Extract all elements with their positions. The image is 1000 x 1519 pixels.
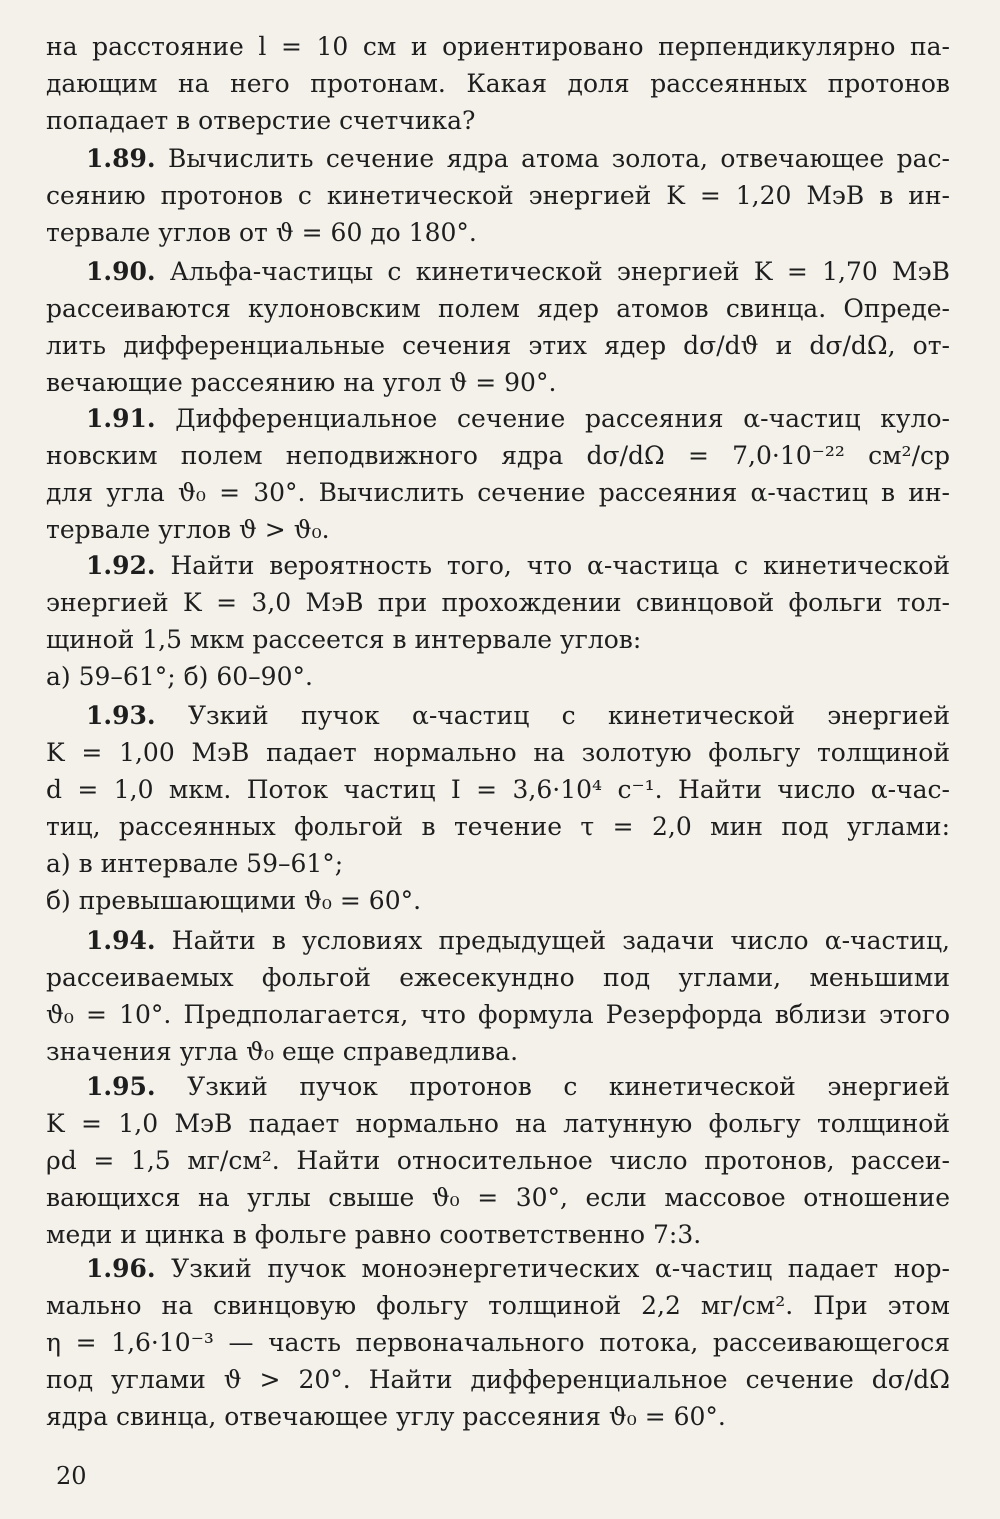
text-line: вающихся на углы свыше ϑ₀ = 30°, если массовое отношение xyxy=(46,1183,950,1212)
text-line: сеянию протонов с кинетической энергией K = 1,20 МэВ в ин- xyxy=(46,181,950,210)
text-line: Узкий пучок моноэнергетических α-частиц падает нор- xyxy=(171,1254,950,1283)
problem-first-line xyxy=(46,547,950,584)
text-line: Вычислить сечение ядра атома золота, отвечающее рас- xyxy=(168,144,950,173)
problem-number: 1.90. xyxy=(86,257,156,286)
text-line: Найти в условиях предыдущей задачи число α-частиц, xyxy=(171,926,950,955)
text-line: d = 1,0 мкм. Поток частиц I = 3,6·10⁴ с⁻¹. Найти число α-час- xyxy=(46,775,950,804)
problem-first-line xyxy=(46,1250,950,1287)
text-line: Альфа-частицы с кинетической энергией K = 1,70 МэВ xyxy=(169,257,950,286)
text-line: значения угла ϑ₀ еще справедлива. xyxy=(46,1037,519,1066)
text-line: а) 59–61°; б) 60–90°. xyxy=(46,662,313,691)
problem-1-95 xyxy=(46,1068,950,1253)
text-line: Узкий пучок протонов с кинетической энергией xyxy=(187,1072,950,1101)
problem-1-91 xyxy=(46,400,950,548)
problem-number: 1.96. xyxy=(86,1254,156,1283)
text-line: Найти вероятность того, что α-частица с кинетической xyxy=(170,551,950,580)
problem-1-96 xyxy=(46,1250,950,1435)
text-line: ядра свинца, отвечающее углу рассеяния ϑ₀ = 60°. xyxy=(46,1402,726,1431)
text-line: попадает в отверстие счетчика? xyxy=(46,106,476,135)
text-line: Узкий пучок α-частиц с кинетической энергией xyxy=(187,701,950,730)
text-line: тервале углов ϑ > ϑ₀. xyxy=(46,515,330,544)
text-line: K = 1,00 МэВ падает нормально на золотую фольгу толщиной xyxy=(46,738,950,767)
problem-first-line xyxy=(46,140,950,177)
problem-first-line xyxy=(46,253,950,290)
text-line: тиц, рассеянных фольгой в течение τ = 2,0 мин под углами: xyxy=(46,812,950,841)
problem-number: 1.95. xyxy=(86,1072,156,1101)
text-line: ρd = 1,5 мг/см². Найти относительное число протонов, рассеи- xyxy=(46,1146,950,1175)
problem-1-92 xyxy=(46,547,950,695)
problem-1-90 xyxy=(46,253,950,401)
text-line: для угла ϑ₀ = 30°. Вычислить сечение рассеяния α-частиц в ин- xyxy=(46,478,950,507)
text-line: вечающие рассеянию на угол ϑ = 90°. xyxy=(46,368,557,397)
text-line: дающим на него протонам. Какая доля рассеянных протонов xyxy=(46,69,950,98)
problem-1-93 xyxy=(46,697,950,919)
problem-1-89 xyxy=(46,140,950,251)
problem-first-line xyxy=(46,1068,950,1105)
text-line: энергией K = 3,0 МэВ при прохождении свинцовой фольги тол- xyxy=(46,588,950,617)
page-number: 20 xyxy=(56,1462,87,1490)
text-line: Дифференциальное сечение рассеяния α-частиц куло- xyxy=(175,404,950,433)
text-line: щиной 1,5 мкм рассеется в интервале углов: xyxy=(46,625,642,654)
problem-number: 1.93. xyxy=(86,701,156,730)
text-line: K = 1,0 МэВ падает нормально на латунную фольгу толщиной xyxy=(46,1109,950,1138)
text-line: мально на свинцовую фольгу толщиной 2,2 мг/см². При этом xyxy=(46,1291,950,1320)
problem-first-line xyxy=(46,400,950,437)
problem-number: 1.89. xyxy=(86,144,156,173)
problem-number: 1.92. xyxy=(86,551,156,580)
text-line: новским полем неподвижного ядра dσ/dΩ = 7,0·10⁻²² см²/ср xyxy=(46,441,950,470)
text-line: η = 1,6·10⁻³ — часть первоначального потока, рассеивающегося xyxy=(46,1328,950,1357)
text-line: под углами ϑ > 20°. Найти дифференциальное сечение dσ/dΩ xyxy=(46,1365,950,1394)
text-line: рассеиваются кулоновским полем ядер атомов свинца. Опреде- xyxy=(46,294,950,323)
problem-first-line xyxy=(46,697,950,734)
text-line: а) в интервале 59–61°; xyxy=(46,849,344,878)
problem-continuation xyxy=(46,28,950,139)
text-line: меди и цинка в фольге равно соответственно 7:3. xyxy=(46,1220,702,1249)
problem-number: 1.94. xyxy=(86,926,156,955)
text-line: ϑ₀ = 10°. Предполагается, что формула Резерфорда вблизи этого xyxy=(46,1000,950,1029)
text-line: б) превышающими ϑ₀ = 60°. xyxy=(46,886,422,915)
problem-number: 1.91. xyxy=(86,404,156,433)
text-line: на расстояние l = 10 см и ориентировано перпендикулярно па- xyxy=(46,32,950,61)
problem-1-94 xyxy=(46,922,950,1070)
text-line: лить дифференциальные сечения этих ядер dσ/dϑ и dσ/dΩ, от- xyxy=(46,331,950,360)
text-line: тервале углов от ϑ = 60 до 180°. xyxy=(46,218,477,247)
problem-first-line xyxy=(46,922,950,959)
text-line: рассеиваемых фольгой ежесекундно под углами, меньшими xyxy=(46,963,950,992)
